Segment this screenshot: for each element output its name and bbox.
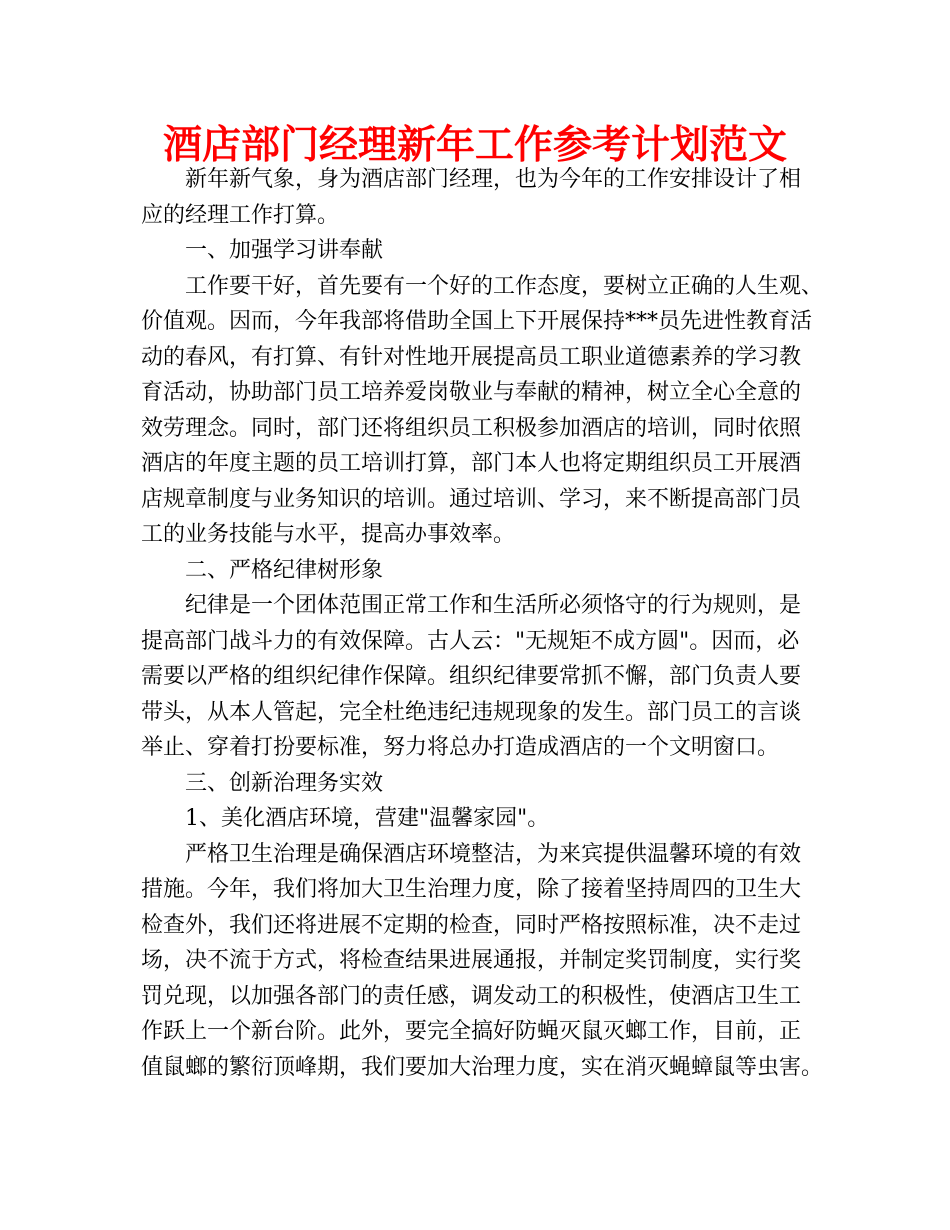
paragraph-line: 二、严格纪律树形象: [185, 557, 384, 583]
paragraph-line: 场，决不流于方式，将检查结果进展通报，并制定奖罚制度，实行奖: [141, 948, 802, 973]
document-body: [141, 162, 824, 1085]
paragraph-line: 动的春风，有打算、有针对性地开展提高员工职业道德素养的学习教: [141, 344, 802, 370]
paragraph-line: 酒店的年度主题的员工培训打算，部门本人也将定期组织员工开展酒: [141, 451, 802, 476]
paragraph-line: 需要以严格的组织纪律作保障。组织纪律要常抓不懈，部门负责人要: [141, 664, 802, 689]
paragraph-line: 纪律是一个团体范围正常工作和生活所必须恪守的行为规则，是: [185, 593, 802, 618]
paragraph-line: 作跃上一个新台阶。此外，要完全搞好防蝇灭鼠灭螂工作，目前，正: [141, 1019, 802, 1044]
paragraph-line: 1、美化酒店环境，营建"温馨家园"。: [185, 806, 550, 831]
paragraph-line: 带头，从本人管起，完全杜绝违纪违规现象的发生。部门员工的言谈: [141, 699, 802, 725]
paragraph-line: 严格卫生治理是确保酒店环境整洁，为来宾提供温馨环境的有效: [185, 841, 802, 867]
paragraph-line: 效劳理念。同时，部门还将组织员工积极参加酒店的培训，同时依照: [141, 415, 802, 441]
paragraph-line: 新年新气象，身为酒店部门经理，也为今年的工作安排设计了相: [185, 167, 802, 192]
paragraph-line: 提高部门战斗力的有效保障。古人云："无规矩不成方圆"。因而，必: [141, 628, 800, 654]
paragraph-line: 价值观。因而，今年我部将借助全国上下开展保持***员先进性教育活: [141, 309, 813, 334]
paragraph-line: 值鼠螂的繁衍顶峰期，我们要加大治理力度，实在消灭蝇蟑鼠等虫害。: [141, 1054, 824, 1080]
paragraph-line: 罚兑现，以加强各部门的责任感，调发动工的积极性，使酒店卫生工: [141, 983, 802, 1009]
paragraph-line: 育活动，协助部门员工培养爱岗敬业与奉献的精神，树立全心全意的: [141, 380, 802, 405]
paragraph-line: 三、创新治理务实效: [185, 770, 384, 796]
paragraph-line: 举止、穿着打扮要标准，努力将总办打造成酒店的一个文明窗口。: [141, 735, 780, 760]
document-title: 酒店部门经理新年工作参考计划范文: [162, 123, 787, 168]
paragraph-line: 措施。今年，我们将加大卫生治理力度，除了接着坚持周四的卫生大: [141, 877, 802, 902]
paragraph-line: 工作要干好，首先要有一个好的工作态度，要树立正确的人生观、: [185, 273, 824, 299]
paragraph-line: 工的业务技能与水平，提高办事效率。: [141, 522, 516, 547]
paragraph-line: 一、加强学习讲奉献: [185, 238, 384, 263]
paragraph-line: 店规章制度与业务知识的培训。通过培训、学习，来不断提高部门员: [141, 486, 802, 512]
paragraph-line: 应的经理工作打算。: [141, 202, 340, 228]
paragraph-line: 检查外，我们还将进展不定期的检查，同时严格按照标准，决不走过: [141, 912, 802, 938]
